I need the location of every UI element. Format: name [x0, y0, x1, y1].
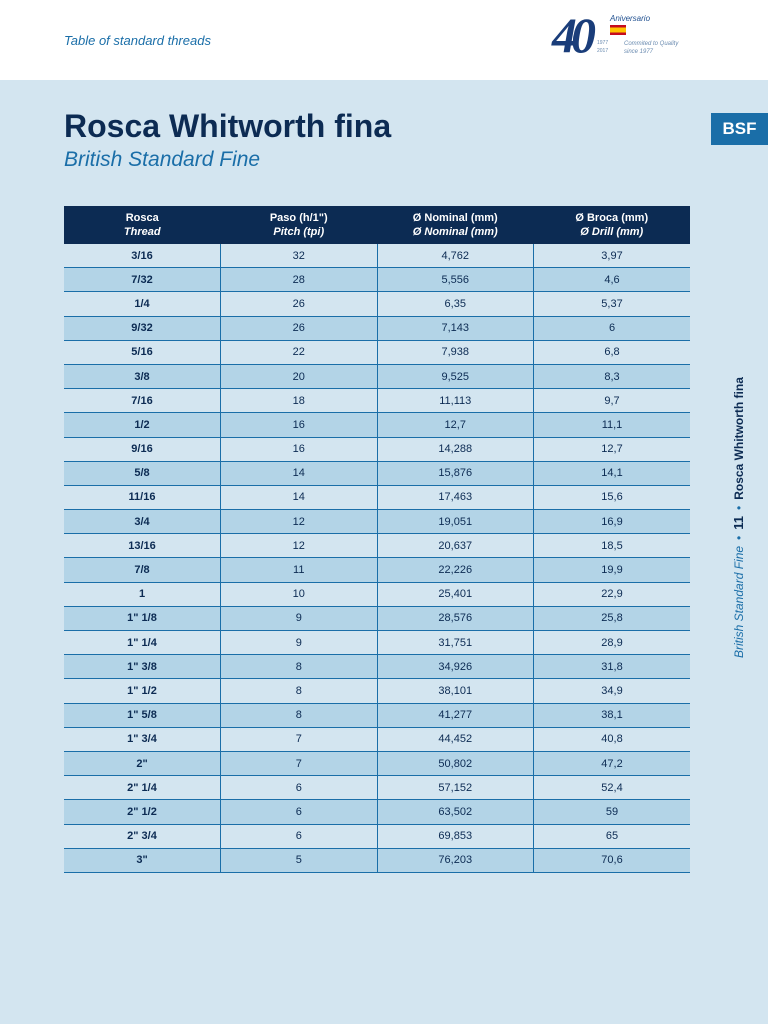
logo-tagline-1: Commited to Quality	[624, 41, 679, 47]
table-body	[64, 244, 690, 872]
cell-nominal: 20,637	[377, 534, 534, 558]
cell-drill: 4,6	[534, 268, 691, 292]
cell-thread: 9/16	[64, 437, 221, 461]
table-row	[64, 340, 690, 364]
anniversary-logo	[548, 7, 698, 72]
header-es: Rosca	[125, 212, 159, 224]
cell-pitch: 12	[221, 510, 378, 534]
cell-pitch: 8	[221, 703, 378, 727]
cell-nominal: 44,452	[377, 727, 534, 751]
cell-drill: 38,1	[534, 703, 691, 727]
cell-nominal: 5,556	[377, 268, 534, 292]
logo-tagline	[624, 40, 678, 56]
cell-thread: 1/4	[64, 292, 221, 316]
cell-pitch: 9	[221, 606, 378, 630]
cell-drill: 70,6	[534, 848, 691, 872]
cell-thread: 5/8	[64, 461, 221, 485]
logo-year-start: 1977	[597, 40, 609, 46]
column-header-nominal	[377, 206, 534, 244]
table-row	[64, 510, 690, 534]
cell-drill: 12,7	[534, 437, 691, 461]
cell-drill: 19,9	[534, 558, 691, 582]
cell-pitch: 16	[221, 413, 378, 437]
cell-pitch: 14	[221, 485, 378, 509]
column-header-drill	[534, 206, 691, 244]
cell-nominal: 15,876	[377, 461, 534, 485]
cell-nominal: 9,525	[377, 364, 534, 388]
cell-pitch: 20	[221, 364, 378, 388]
cell-pitch: 26	[221, 292, 378, 316]
cell-nominal: 41,277	[377, 703, 534, 727]
table-row	[64, 244, 690, 268]
header-es: Ø Broca (mm)	[575, 212, 649, 224]
cell-pitch: 28	[221, 268, 378, 292]
table-row	[64, 606, 690, 630]
cell-pitch: 7	[221, 727, 378, 751]
logo-aniversario: Aniversario	[610, 14, 651, 23]
cell-nominal: 25,401	[377, 582, 534, 606]
cell-nominal: 19,051	[377, 510, 534, 534]
cell-pitch: 7	[221, 751, 378, 775]
cell-pitch: 10	[221, 582, 378, 606]
cell-drill: 9,7	[534, 389, 691, 413]
thread-table	[64, 206, 690, 873]
logo-tagline-2: since 1977	[624, 49, 654, 55]
cell-nominal: 31,751	[377, 631, 534, 655]
spain-flag-icon	[610, 25, 626, 35]
table-row	[64, 316, 690, 340]
cell-nominal: 63,502	[377, 800, 534, 824]
cell-drill: 6	[534, 316, 691, 340]
cell-pitch: 9	[221, 631, 378, 655]
cell-thread: 3/8	[64, 364, 221, 388]
cell-thread: 1/2	[64, 413, 221, 437]
cell-drill: 65	[534, 824, 691, 848]
table-row	[64, 534, 690, 558]
cell-pitch: 11	[221, 558, 378, 582]
cell-drill: 11,1	[534, 413, 691, 437]
cell-thread: 1" 3/8	[64, 655, 221, 679]
cell-nominal: 11,113	[377, 389, 534, 413]
header-es: Paso (h/1")	[269, 212, 328, 224]
cell-thread: 2" 3/4	[64, 824, 221, 848]
bullet-separator: •	[732, 505, 746, 510]
table-row	[64, 703, 690, 727]
cell-nominal: 4,762	[377, 244, 534, 268]
cell-nominal: 14,288	[377, 437, 534, 461]
table-row	[64, 558, 690, 582]
side-running-title	[731, 377, 746, 658]
cell-pitch: 6	[221, 824, 378, 848]
cell-drill: 14,1	[534, 461, 691, 485]
cell-nominal: 17,463	[377, 485, 534, 509]
cell-thread: 1" 1/4	[64, 631, 221, 655]
cell-nominal: 12,7	[377, 413, 534, 437]
cell-pitch: 6	[221, 800, 378, 824]
cell-thread: 2" 1/4	[64, 776, 221, 800]
cell-pitch: 18	[221, 389, 378, 413]
cell-drill: 47,2	[534, 751, 691, 775]
header-es: Ø Nominal (mm)	[412, 212, 498, 224]
table-header-row	[64, 206, 690, 244]
cell-drill: 5,37	[534, 292, 691, 316]
cell-drill: 16,9	[534, 510, 691, 534]
cell-thread: 7/32	[64, 268, 221, 292]
logo-number: 40	[552, 7, 590, 63]
cell-drill: 59	[534, 800, 691, 824]
table-row	[64, 292, 690, 316]
cell-nominal: 76,203	[377, 848, 534, 872]
cell-drill: 22,9	[534, 582, 691, 606]
table-row	[64, 655, 690, 679]
table-row	[64, 413, 690, 437]
cell-nominal: 50,802	[377, 751, 534, 775]
cell-pitch: 8	[221, 679, 378, 703]
header-en: Thread	[123, 226, 161, 238]
table-row	[64, 848, 690, 872]
header-en: Ø Nominal (mm)	[412, 226, 498, 238]
bullet-separator: •	[732, 535, 746, 540]
cell-nominal: 69,853	[377, 824, 534, 848]
table-row	[64, 268, 690, 292]
cell-drill: 18,5	[534, 534, 691, 558]
table-row	[64, 727, 690, 751]
cell-nominal: 7,143	[377, 316, 534, 340]
cell-thread: 3/16	[64, 244, 221, 268]
column-header-pitch	[221, 206, 378, 244]
header-en: Ø Drill (mm)	[580, 226, 644, 238]
cell-nominal: 38,101	[377, 679, 534, 703]
page-title: Rosca Whitworth fina	[64, 108, 392, 144]
cell-pitch: 26	[221, 316, 378, 340]
cell-thread: 1	[64, 582, 221, 606]
table-row	[64, 437, 690, 461]
side-title: Rosca Whitworth fina	[732, 377, 746, 500]
table-row	[64, 582, 690, 606]
table-row	[64, 800, 690, 824]
cell-drill: 34,9	[534, 679, 691, 703]
cell-pitch: 5	[221, 848, 378, 872]
cell-nominal: 28,576	[377, 606, 534, 630]
table-row	[64, 364, 690, 388]
cell-pitch: 6	[221, 776, 378, 800]
cell-thread: 7/8	[64, 558, 221, 582]
cell-thread: 3"	[64, 848, 221, 872]
cell-thread: 11/16	[64, 485, 221, 509]
table-row	[64, 679, 690, 703]
cell-drill: 15,6	[534, 485, 691, 509]
cell-thread: 1" 5/8	[64, 703, 221, 727]
cell-drill: 8,3	[534, 364, 691, 388]
side-subtitle: British Standard Fine	[732, 545, 746, 658]
section-tag: BSF	[711, 113, 768, 145]
page-subtitle: British Standard Fine	[64, 148, 261, 171]
table-row	[64, 631, 690, 655]
cell-nominal: 7,938	[377, 340, 534, 364]
cell-thread: 5/16	[64, 340, 221, 364]
cell-thread: 9/32	[64, 316, 221, 340]
table-row	[64, 776, 690, 800]
table-row	[64, 461, 690, 485]
header-en: Pitch (tpi)	[273, 226, 325, 238]
table-row	[64, 389, 690, 413]
logo-year-end: 2017	[597, 48, 609, 54]
page-number: 11	[731, 515, 746, 530]
cell-thread: 1" 3/4	[64, 727, 221, 751]
cell-pitch: 12	[221, 534, 378, 558]
cell-nominal: 57,152	[377, 776, 534, 800]
column-header-thread	[64, 206, 221, 244]
cell-pitch: 16	[221, 437, 378, 461]
cell-pitch: 32	[221, 244, 378, 268]
cell-nominal: 22,226	[377, 558, 534, 582]
cell-nominal: 34,926	[377, 655, 534, 679]
header-caption: Table of standard threads	[64, 33, 211, 48]
cell-drill: 40,8	[534, 727, 691, 751]
cell-drill: 28,9	[534, 631, 691, 655]
table-row	[64, 751, 690, 775]
cell-pitch: 22	[221, 340, 378, 364]
cell-drill: 3,97	[534, 244, 691, 268]
table-row	[64, 824, 690, 848]
cell-thread: 7/16	[64, 389, 221, 413]
cell-thread: 1" 1/8	[64, 606, 221, 630]
cell-pitch: 14	[221, 461, 378, 485]
cell-thread: 3/4	[64, 510, 221, 534]
cell-drill: 31,8	[534, 655, 691, 679]
cell-drill: 6,8	[534, 340, 691, 364]
table-row	[64, 485, 690, 509]
cell-thread: 1" 1/2	[64, 679, 221, 703]
cell-pitch: 8	[221, 655, 378, 679]
cell-nominal: 6,35	[377, 292, 534, 316]
cell-thread: 2"	[64, 751, 221, 775]
cell-thread: 13/16	[64, 534, 221, 558]
cell-thread: 2" 1/2	[64, 800, 221, 824]
cell-drill: 25,8	[534, 606, 691, 630]
page-header	[0, 0, 768, 80]
cell-drill: 52,4	[534, 776, 691, 800]
